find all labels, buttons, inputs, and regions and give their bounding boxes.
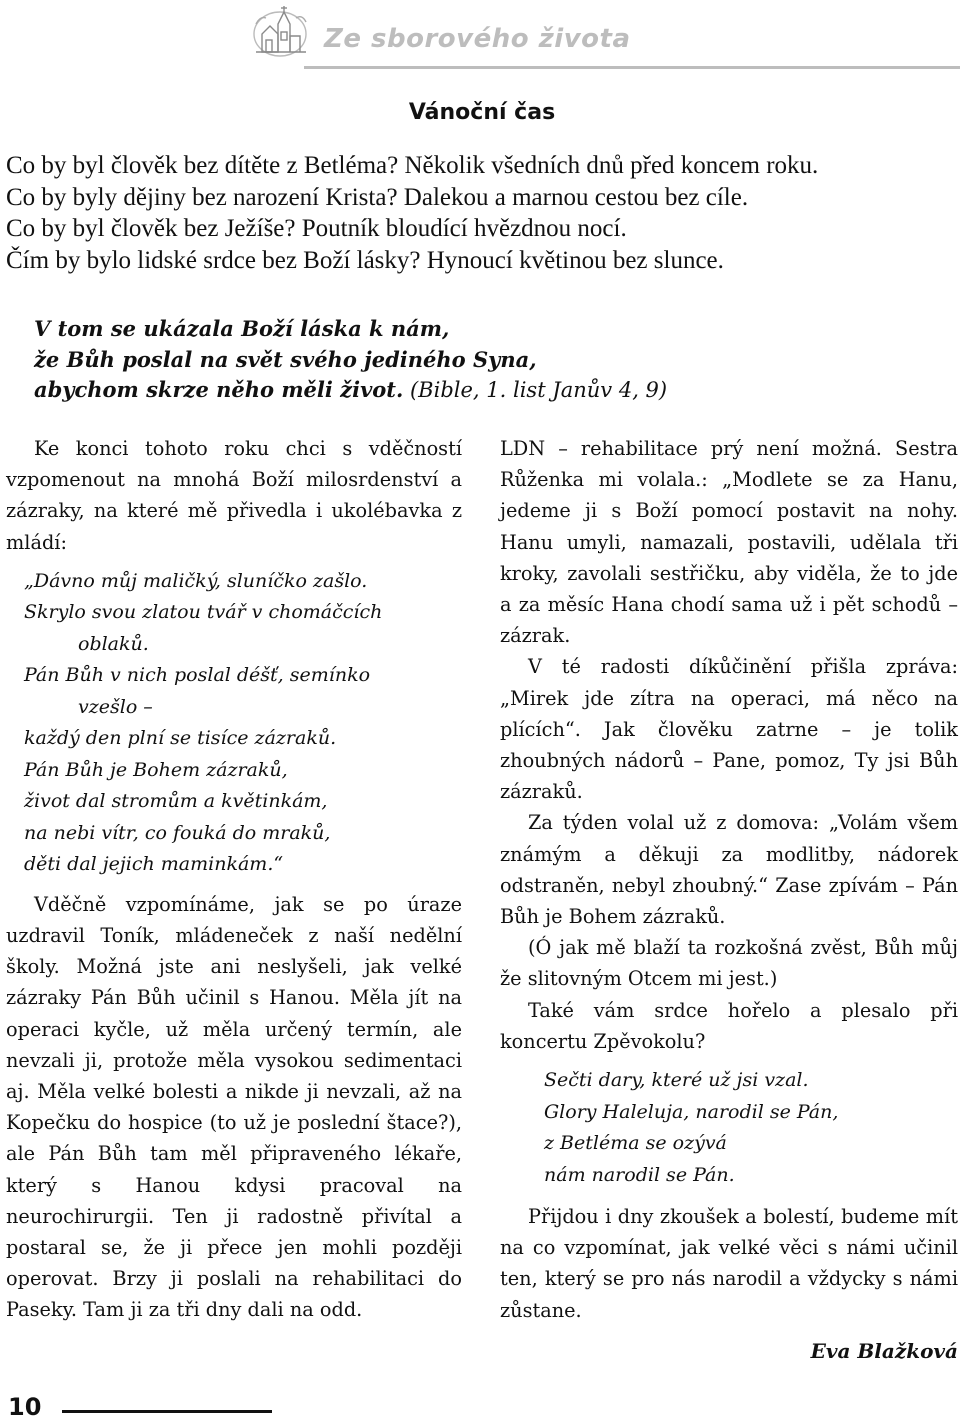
intro-line: Co by byly dějiny bez narození Krista? Dalekou a marnou cestou bez cíle. xyxy=(6,183,749,211)
intro-line: Čím by bylo lidské srdce bez Boží lásky? Hynoucí květinou bez slunce. xyxy=(6,246,724,274)
article-title-text: Vánoční čas xyxy=(408,100,556,125)
lullaby-poem xyxy=(24,566,462,881)
section-title: Ze sborového života xyxy=(324,24,631,54)
verse-reference: (Bible, 1. list Janův 4, 9) xyxy=(403,378,668,402)
paragraph: Za týden volal už z domova: „Volám všem známým a děkuji za modlitby, nádorek odstraněn, nebyl zhoubný.“ Zase zpívám – Pán Bůh je Bohem zázraků. xyxy=(500,811,958,929)
page-number: 10 xyxy=(8,1393,42,1421)
verse-line-last xyxy=(34,375,934,406)
footer-divider xyxy=(62,1410,272,1413)
header-divider xyxy=(304,66,960,69)
poem-line: Pán Bůh v nich poslal déšť, semínko xyxy=(24,664,371,687)
poem-line: oblaků. xyxy=(78,632,149,655)
right-column xyxy=(500,433,958,1367)
verse-line: V tom se ukázala Boží láska k nám, xyxy=(34,316,450,341)
poem-line: nám narodil se Pán. xyxy=(544,1163,735,1186)
verse-line: že Bůh poslal na svět svého jediného Syna, xyxy=(34,346,537,372)
paragraph: Přijdou i dny zkoušek a bolestí, budeme mít na co vzpomínat, jak velké věci s námi učinil ten, který se pro nás narodil a vždycky s námi zůstane. xyxy=(500,1205,958,1322)
poem-line: život dal stromům a květinkám, xyxy=(24,790,328,813)
poem-line: „Dávno můj maličký, sluníčko zašlo. xyxy=(24,569,368,592)
poem-line: Glory Haleluja, narodil se Pán, xyxy=(544,1100,839,1123)
poem-line: na nebi vítr, co fouká do mraků, xyxy=(24,821,331,844)
poem-line: z Betléma se ozývá xyxy=(544,1132,727,1155)
author-signature: Eva Blažková xyxy=(810,1338,958,1363)
paragraph: Ke konci tohoto roku chci s vděčností vzpomenout na mnohá Boží milosrdenství a zázraky, na které mě přivedla i ukolébavka z mládí: xyxy=(6,437,462,554)
poem-line: Sečti dary, které už jsi vzal. xyxy=(544,1069,809,1092)
verse-line-text: abychom skrze něho měli život. xyxy=(34,377,404,402)
article-title xyxy=(0,100,960,125)
paragraph: Vděčně vzpomínáme, jak se po úraze uzdravil Toník, mládeneček z naší nedělní školy. Možná jste ani neslyšeli, jak velké zázraky Pán Bůh učinil s Hanou. Měla jít na operaci kyčle, už měla určený termín, ale nevzali ji, protože měla vysokou sedimentaci aj. Měla velké bolesti a nikde ji nevzali, až na Kopečku do hospice (to už je poslední štace?), ale Pán Bůh tam měl připraveného lékaře, který s Hanou kdysi pracoval na neurochirurgii. Ten ji radostně přivítal a postaral se, že ji přece jen mohli později operovat. Brzy ji poslali na rehabilitaci do Paseky. Tam ji za tři dny dali na odd. xyxy=(6,892,462,1322)
intro-line: Co by byl člověk bez Ježíše? Poutník bloudící hvězdnou nocí. xyxy=(6,215,627,242)
bible-verse xyxy=(34,314,934,406)
paragraph: V té radosti díkůčinění přišla zpráva: „Mirek jde zítra na operaci, má něco na plících“. Jak člověku zatrne – je tolik zhoubných nádorů – Pane, pomoz, Ty jsi Bůh zázraků. xyxy=(500,655,958,804)
church-logo-icon xyxy=(250,4,310,60)
poem-line: Skrylo svou zlatou tvář v chomáčcích xyxy=(24,601,383,624)
left-column xyxy=(6,433,462,1326)
song-poem xyxy=(544,1065,958,1191)
page-header xyxy=(0,0,960,80)
poem-line: vzešlo – xyxy=(78,695,153,718)
poem-line: Pán Bůh je Bohem zázraků, xyxy=(24,758,288,781)
intro-line: Co by byl člověk bez dítěte z Betléma? Několik všedních dnů před koncem roku. xyxy=(6,152,819,179)
poem-line: každý den plní se tisíce zázraků. xyxy=(24,727,337,750)
poem-line: děti dal jejich maminkám.“ xyxy=(24,853,284,876)
paragraph: LDN – rehabilitace prý není možná. Sestra Růženka mi volala.: „Modlete se za Hanu, jedeme ji s Boží pomocí postavit na nohy. Hanu umyli, namazali, postavili, udělala tři kroky, zavolali sestřičku, aby viděla, že to jde a za měsíc Hana chodí sama už i pět schodů – zázrak. xyxy=(500,437,958,648)
paragraph: Také vám srdce hořelo a plesalo při koncertu Zpěvokolu? xyxy=(500,998,958,1053)
paragraph: (Ó jak mě blaží ta rozkošná zvěst, Bůh můj že slitovným Otcem mi jest.) xyxy=(500,936,958,991)
intro-paragraph xyxy=(6,150,956,276)
